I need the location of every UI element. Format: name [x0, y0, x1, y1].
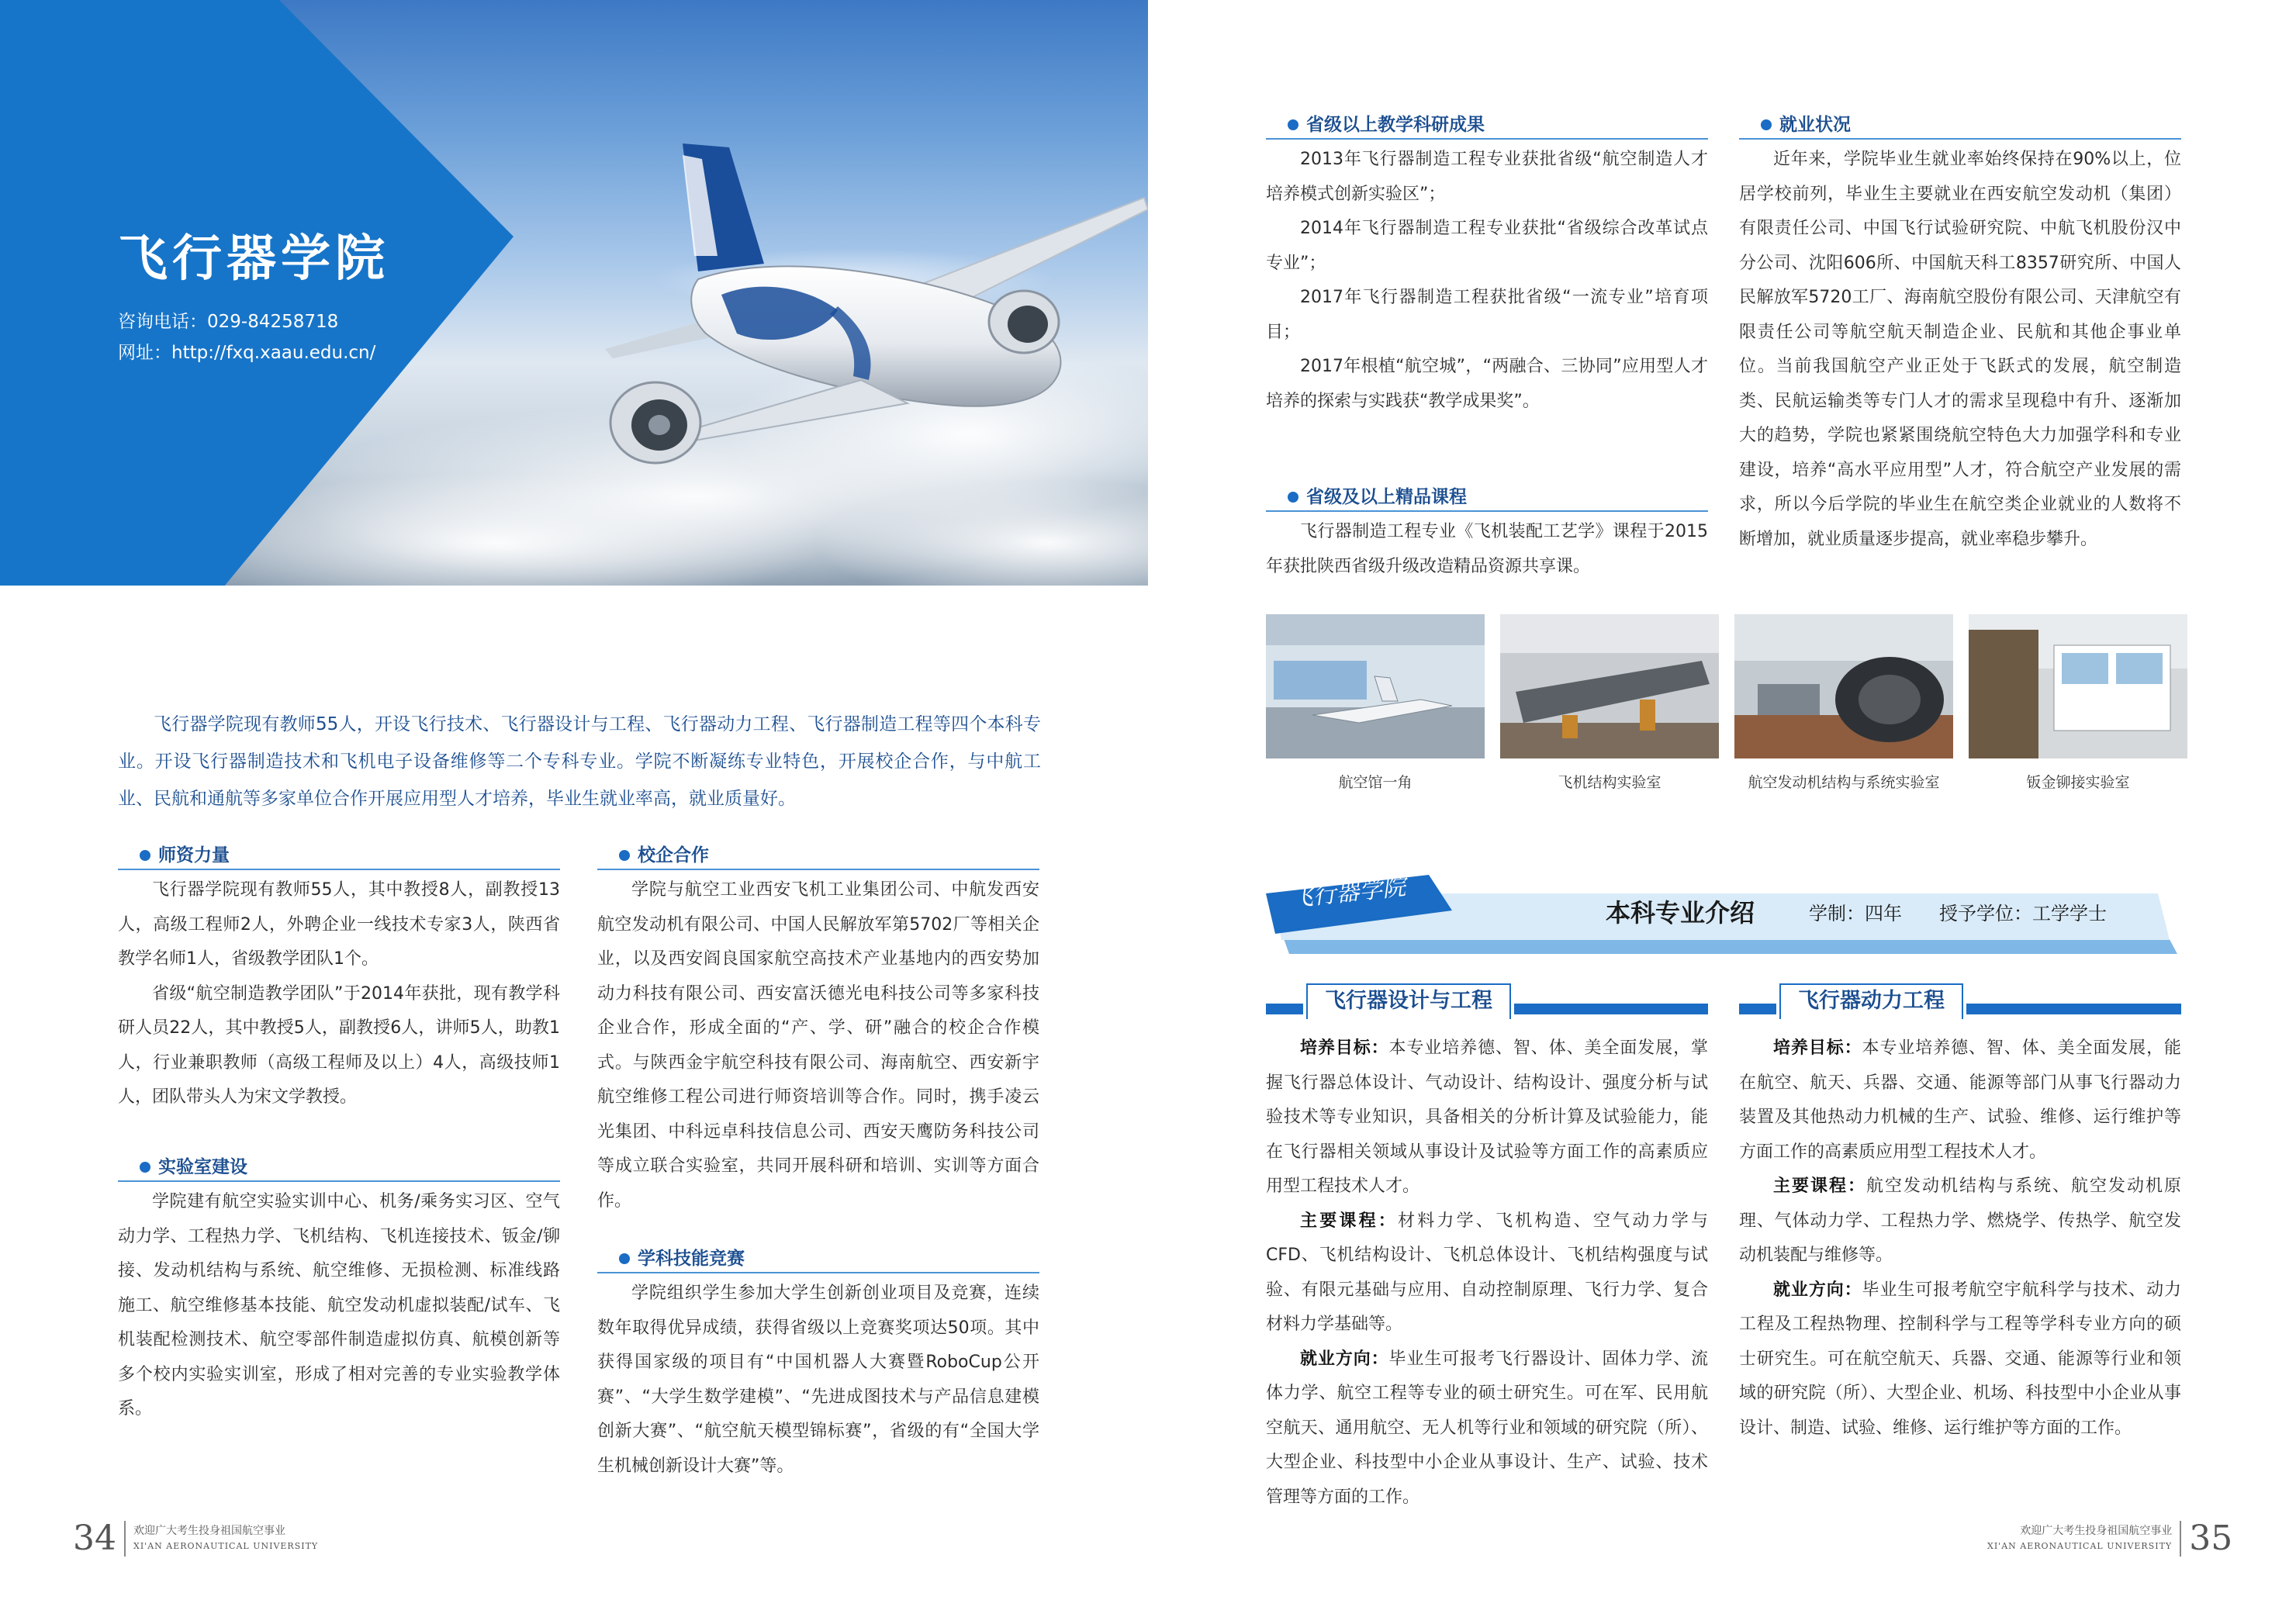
page-number: 34: [73, 1519, 116, 1558]
footer-right: [1987, 1519, 2232, 1558]
footer-divider: [124, 1521, 126, 1557]
major-body-aircraft-design: [1266, 1031, 1708, 1515]
banner-title: 本科专业介绍: [1606, 898, 1755, 928]
section-body: [118, 1182, 560, 1427]
section-body: [597, 870, 1039, 1218]
major-goal: 培养目标：本专业培养德、智、体、美全面发展，能在航空、航天、兵器、交通、能源等部门从事飞行器动力装置及其他热动力机械的生产、试验、维修、运行维护等方面工作的高素质应用型工程技术人才。: [1739, 1038, 2181, 1162]
section-heading: 学科技能竞赛: [597, 1246, 1039, 1273]
paragraph: 飞行器学院现有教师55人，其中教授8人，副教授13人，高级工程师2人，外聘企业一线技术专家3人，陕西省教学名师1人，省级教学团队1个。: [118, 880, 560, 969]
footer-text: [133, 1523, 318, 1554]
page-number: 35: [2189, 1519, 2233, 1558]
photo-caption: 飞机结构实验室: [1558, 774, 1661, 791]
photo-engine-lab: [1734, 614, 1953, 758]
section-research: [1266, 112, 1708, 419]
bullet-icon: [1288, 119, 1298, 130]
footer-slogan: 欢迎广大考生投身祖国航空事业: [2020, 1524, 2173, 1537]
bullet-icon: [1288, 492, 1298, 503]
bullet-icon: [1761, 119, 1772, 130]
footer-slogan: 欢迎广大考生投身祖国航空事业: [133, 1524, 285, 1537]
section-heading: 省级及以上精品课程: [1266, 484, 1708, 512]
footer-left: [73, 1519, 318, 1558]
footer-divider: [2180, 1521, 2181, 1557]
major-courses: 主要课程：航空发动机结构与系统、航空发动机原理、气体动力学、工程热力学、燃烧学、传热学、航空发动机装配与维修等。: [1739, 1177, 2181, 1265]
section-competition: [597, 1246, 1039, 1484]
paragraph: 省级“航空制造教学团队”于2014年获批，现有教学科研人员22人，其中教授5人，副教授6人，讲师5人，助教1人，行业兼职教师（高级工程师及以上）4人，高级技师1人，团队带头人为宋文学教授。: [118, 983, 560, 1107]
section-body: [1266, 512, 1708, 584]
paragraph: 学院与航空工业西安飞机工业集团公司、中航发西安航空发动机有限公司、中国人民解放军第5702厂等相关企业，以及西安阎良国家航空高技术产业基地内的西安势加动力科技有限公司、西安富沃德光电科技公司等多家科技企业合作，形成全面的“产、学、研”融合的校企合作模式。与陕西金宇航空科技有限公司、海南航空、西安新宇航空维修工程公司进行师资培训等合作。同时，携手凌云光集团、中科远卓科技信息公司、西安天鹰防务科技公司等成立联合实验室，共同开展科研和培训、实训等方面合作。: [597, 880, 1039, 1211]
paragraph: 近年来，学院毕业生就业率始终保持在90%以上，位居学校前列，毕业生主要就业在西安航空发动机（集团）有限责任公司、中国飞行试验研究院、中航飞机股份汉中分公司、沈阳606所、中国航天科工8357研究所、中国人民解放军5720工厂、海南航空股份有限公司、天津航空有限责任公司等航空航天制造企业、民航和其他企事业单位。当前我国航空产业正处于飞跃式的发展，航空制造类、民航运输类等专门人才的需求呈现稳中有升、逐渐加大的趋势，学院也紧紧围绕航空特色大力加强学科和专业建设，培养“高水平应用型”人才，符合航空产业发展的需求，所以今后学院的毕业生在航空类企业就业的人数将不断增加，就业质量逐步提高，就业率稳步攀升。: [1739, 150, 2181, 549]
bullet-icon: [619, 850, 630, 861]
paragraph: 2017年根植“航空城”，“两融合、三协同”应用型人才培养的探索与实践获“教学成果奖”。: [1266, 357, 1708, 411]
page-title: 飞行器学院: [118, 230, 389, 288]
paragraph: 2014年飞行器制造工程专业获批“省级综合改革试点专业”；: [1266, 219, 1708, 273]
section-employment: [1739, 112, 2181, 557]
major-name: 飞行器动力工程: [1779, 983, 1963, 1019]
major-heading-aircraft-design: [1266, 983, 1708, 1019]
footer-text: [1987, 1523, 2172, 1554]
section-body: [1739, 140, 2181, 557]
section-labs: [118, 1154, 560, 1427]
photo-caption: 航空发动机结构与系统实验室: [1748, 774, 1940, 791]
banner-meta: 学制：四年 授予学位：工学学士: [1809, 903, 2107, 924]
footer-school: XI'AN AERONAUTICAL UNIVERSITY: [1987, 1540, 2173, 1551]
footer-school: XI'AN AERONAUTICAL UNIVERSITY: [133, 1540, 319, 1551]
contact-website[interactable]: 网址：http://fxq.xaau.edu.cn/: [118, 343, 376, 363]
section-heading: 实验室建设: [118, 1154, 560, 1182]
majors-banner: [1266, 862, 2181, 954]
section-cooperation: [597, 842, 1039, 1218]
section-heading: 校企合作: [597, 842, 1039, 870]
photo-aviation-hall: [1266, 614, 1485, 758]
section-courses: [1266, 484, 1708, 584]
major-body-power-engineering: [1739, 1031, 2181, 1446]
bullet-icon: [140, 850, 150, 861]
section-heading: 省级以上教学科研成果: [1266, 112, 1708, 140]
section-body: [1266, 140, 1708, 419]
major-career: 就业方向：毕业生可报考航空宇航科学与技术、动力工程及工程热物理、控制科学与工程等学科专业方向的硕士研究生。可在航空航天、兵器、交通、能源等行业和领域的研究院（所）、大型企业、机场、科技型中小企业从事设计、制造、试验、维修、运行维护等方面的工作。: [1739, 1280, 2181, 1438]
banner-tag: 飞行器学院: [1288, 873, 1407, 913]
bullet-icon: [140, 1162, 150, 1173]
photo-caption: 钣金铆接实验室: [2026, 774, 2130, 791]
paragraph: 2013年飞行器制造工程专业获批省级“航空制造人才培养模式创新实验区”；: [1266, 150, 1708, 204]
photo-caption: 航空馆一角: [1338, 774, 1413, 791]
photo-aircraft-structure-lab: [1500, 614, 1719, 758]
paragraph: 飞行器制造工程专业《飞机装配工艺学》课程于2015年获批陕西省级升级改造精品资源共享课。: [1266, 522, 1708, 576]
major-career: 就业方向：毕业生可报考飞行器设计、固体力学、流体力学、航空工程等专业的硕士研究生。可在军、民用航空航天、通用航空、无人机等行业和领域的研究院（所）、大型企业、科技型中小企业从事设计、生产、试验、技术管理等方面的工作。: [1266, 1349, 1708, 1507]
section-faculty: [118, 842, 560, 1115]
major-name: 飞行器设计与工程: [1306, 983, 1511, 1019]
right-page: [1148, 0, 2296, 1624]
paragraph: 2017年飞行器制造工程获批省级“一流专业”培育项目；: [1266, 288, 1708, 342]
section-body: [597, 1273, 1039, 1484]
section-body: [118, 870, 560, 1115]
contact-phone: 咨询电话：029-84258718: [118, 312, 339, 332]
paragraph: 学院建有航空实验实训中心、机务/乘务实习区、空气动力学、工程热力学、飞机结构、飞机连接技术、钣金/铆接、发动机结构与系统、航空维修、无损检测、标准线路施工、航空维修基本技能、航空发动机虚拟装配/试车、飞机装配检测技术、航空零部件制造虚拟仿真、航模创新等多个校内实验实训室，形成了相对完善的专业实验教学体系。: [118, 1192, 560, 1418]
hero-banner: [0, 0, 1148, 586]
major-goal: 培养目标：本专业培养德、智、体、美全面发展，掌握飞行器总体设计、气动设计、结构设计、强度分析与试验技术等专业知识，具备相关的分析计算及试验能力，能在飞行器相关领域从事设计及试验等方面工作的高素质应用型工程技术人才。: [1266, 1038, 1708, 1196]
paragraph: 学院组织学生参加大学生创新创业项目及竞赛，连续数年取得优异成绩，获得省级以上竞赛奖项达50项。其中获得国家级的项目有“中国机器人大赛暨RoboCup公开赛”、“大学生数学建模”、“先进成图技术与产品信息建模创新大赛”、“航空航天模型锦标赛”，省级的有“全国大学生机械创新设计大赛”等。: [597, 1284, 1039, 1476]
major-heading-power-engineering: [1739, 983, 2181, 1019]
intro-paragraph: 飞行器学院现有教师55人，开设飞行技术、飞行器设计与工程、飞行器动力工程、飞行器制造工程等四个本科专业。开设飞行器制造技术和飞机电子设备维修等二个专科专业。学院不断凝练专业特色，开展校企合作，与中航工业、民航和通航等多家单位合作开展应用型人才培养，毕业生就业率高，就业质量好。: [118, 714, 1041, 809]
bullet-icon: [619, 1253, 630, 1264]
photo-sheet-metal-lab: [1969, 614, 2187, 758]
section-heading: 就业状况: [1739, 112, 2181, 140]
section-heading: 师资力量: [118, 842, 560, 870]
major-courses: 主要课程：材料力学、飞机构造、空气动力学与CFD、飞机结构设计、飞机总体设计、飞机结构强度与试验、有限元基础与应用、自动控制原理、飞行力学、复合材料力学基础等。: [1266, 1211, 1708, 1334]
